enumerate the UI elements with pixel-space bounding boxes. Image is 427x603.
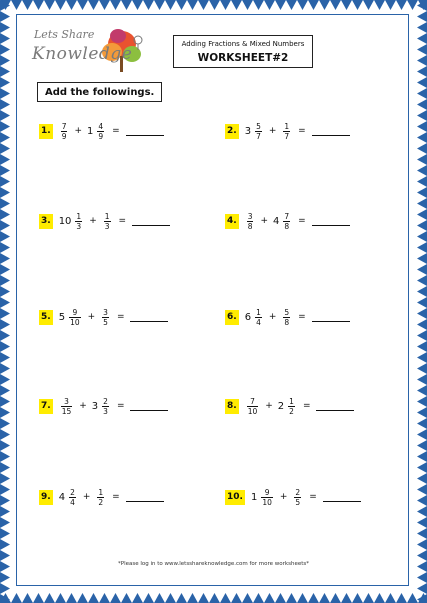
denominator: 3 <box>104 221 110 231</box>
equals-sign: = <box>118 216 127 226</box>
numerator: 7 <box>250 396 255 406</box>
worksheet-heading: WORKSHEET#2 <box>197 52 289 64</box>
numerator: 4 <box>98 121 104 131</box>
answer-blank[interactable] <box>312 217 350 226</box>
equals-sign: = <box>112 126 120 136</box>
plus-sign: + <box>87 312 96 322</box>
problem-item <box>39 206 170 236</box>
numerator: 3 <box>247 211 253 221</box>
denominator: 15 <box>61 406 72 416</box>
denominator: 8 <box>247 221 253 231</box>
answer-blank[interactable] <box>132 217 170 226</box>
numerator: 1 <box>289 396 294 406</box>
fraction <box>61 122 68 141</box>
fraction <box>97 122 104 141</box>
whole-number: 10 <box>58 215 72 227</box>
title-box <box>173 35 313 68</box>
denominator: 5 <box>295 497 301 507</box>
whole-number: 4 <box>273 215 280 227</box>
whole-number: 2 <box>277 400 285 412</box>
fraction <box>288 397 295 416</box>
numerator: 3 <box>64 396 69 406</box>
fraction <box>69 488 76 507</box>
denominator: 7 <box>284 131 290 141</box>
answer-blank[interactable] <box>130 402 168 411</box>
numerator: 5 <box>256 121 261 131</box>
equals-sign: = <box>298 126 306 136</box>
equals-sign: = <box>116 312 125 322</box>
denominator: 10 <box>247 406 258 416</box>
denominator: 10 <box>262 497 272 507</box>
problem-item <box>225 482 361 512</box>
numerator: 9 <box>264 487 270 497</box>
logo-line1: Lets Share <box>34 28 95 41</box>
whole-number: 1 <box>250 491 258 503</box>
whole-number: 1 <box>87 125 94 137</box>
denominator: 10 <box>70 317 80 327</box>
denominator: 3 <box>76 221 82 231</box>
border-top <box>0 0 427 12</box>
equals-sign: = <box>116 401 125 411</box>
plus-sign: + <box>279 492 288 502</box>
equals-sign: = <box>309 492 317 502</box>
denominator: 5 <box>103 317 108 327</box>
plus-sign: + <box>74 126 83 136</box>
problem-item <box>225 302 350 332</box>
fraction <box>261 488 273 507</box>
plus-sign: + <box>260 216 269 226</box>
answer-blank[interactable] <box>312 313 350 322</box>
worksheet-subtitle: Adding Fractions & Mixed Numbers <box>181 40 305 48</box>
numerator: 2 <box>103 396 108 406</box>
plus-sign: + <box>89 216 97 226</box>
denominator: 9 <box>61 131 67 141</box>
numerator: 1 <box>256 307 261 317</box>
denominator: 9 <box>98 131 104 141</box>
problem-item <box>225 206 350 236</box>
denominator: 3 <box>103 406 108 416</box>
whole-number: 6 <box>244 311 252 323</box>
problem-number: 5. <box>39 310 53 325</box>
whole-number: 4 <box>58 491 66 503</box>
numerator: 2 <box>70 487 75 497</box>
equals-sign: = <box>298 312 306 322</box>
numerator: 1 <box>284 121 290 131</box>
problem-number: 10. <box>225 490 245 505</box>
problem-number: 3. <box>39 214 53 229</box>
fraction <box>283 308 290 327</box>
denominator: 7 <box>256 131 261 141</box>
problem-number: 6. <box>225 310 239 325</box>
problem-number: 8. <box>225 399 239 414</box>
equals-sign: = <box>298 216 306 226</box>
denominator: 4 <box>70 497 75 507</box>
whole-number: 3 <box>91 400 99 412</box>
fraction <box>255 308 262 327</box>
problem-number: 1. <box>39 124 53 139</box>
fraction <box>69 308 81 327</box>
fraction <box>102 308 109 327</box>
answer-blank[interactable] <box>126 493 164 502</box>
equals-sign: = <box>112 492 120 502</box>
answer-blank[interactable] <box>316 402 354 411</box>
denominator: 2 <box>98 497 104 507</box>
fraction <box>61 397 73 416</box>
fraction <box>247 212 254 231</box>
problem-item <box>39 116 164 146</box>
problem-item <box>39 391 168 421</box>
answer-blank[interactable] <box>130 313 168 322</box>
plus-sign: + <box>265 401 273 411</box>
plus-sign: + <box>79 401 87 411</box>
denominator: 2 <box>289 406 294 416</box>
problem-number: 9. <box>39 490 53 505</box>
numerator: 7 <box>61 121 67 131</box>
border-right <box>415 0 427 603</box>
numerator: 9 <box>72 307 78 317</box>
numerator: 3 <box>103 307 108 317</box>
numerator: 1 <box>104 211 110 221</box>
footer-note: *Please log in to www.letsshareknowledge.com for more worksheets* <box>118 561 309 567</box>
whole-number: 5 <box>58 311 66 323</box>
border-left <box>0 0 12 603</box>
fraction <box>247 397 259 416</box>
plus-sign: + <box>268 312 277 322</box>
problem-item <box>225 116 350 146</box>
fraction <box>283 122 290 141</box>
numerator: 7 <box>284 211 290 221</box>
numerator: 2 <box>295 487 301 497</box>
logo-line2: Knowledge <box>32 44 133 64</box>
border-bottom <box>0 591 427 603</box>
equals-sign: = <box>302 401 311 411</box>
fraction <box>294 488 301 507</box>
answer-blank[interactable] <box>323 493 361 502</box>
problem-number: 4. <box>225 214 239 229</box>
denominator: 8 <box>284 221 290 231</box>
instruction-box: Add the followings. <box>37 82 162 102</box>
logo <box>26 22 146 80</box>
fraction <box>255 122 262 141</box>
plus-sign: + <box>82 492 91 502</box>
problem-number: 7. <box>39 399 53 414</box>
denominator: 8 <box>284 317 290 327</box>
fraction <box>104 212 111 231</box>
fraction <box>283 212 290 231</box>
problem-item <box>39 302 168 332</box>
numerator: 1 <box>98 487 104 497</box>
numerator: 5 <box>284 307 290 317</box>
numerator: 1 <box>76 211 82 221</box>
problem-item <box>225 391 354 421</box>
problem-number: 2. <box>225 124 239 139</box>
fraction <box>97 488 104 507</box>
fraction <box>102 397 109 416</box>
answer-blank[interactable] <box>126 127 164 136</box>
problem-item <box>39 482 164 512</box>
whole-number: 3 <box>244 125 252 137</box>
plus-sign: + <box>268 126 277 136</box>
answer-blank[interactable] <box>312 127 350 136</box>
fraction <box>75 212 82 231</box>
denominator: 4 <box>256 317 261 327</box>
